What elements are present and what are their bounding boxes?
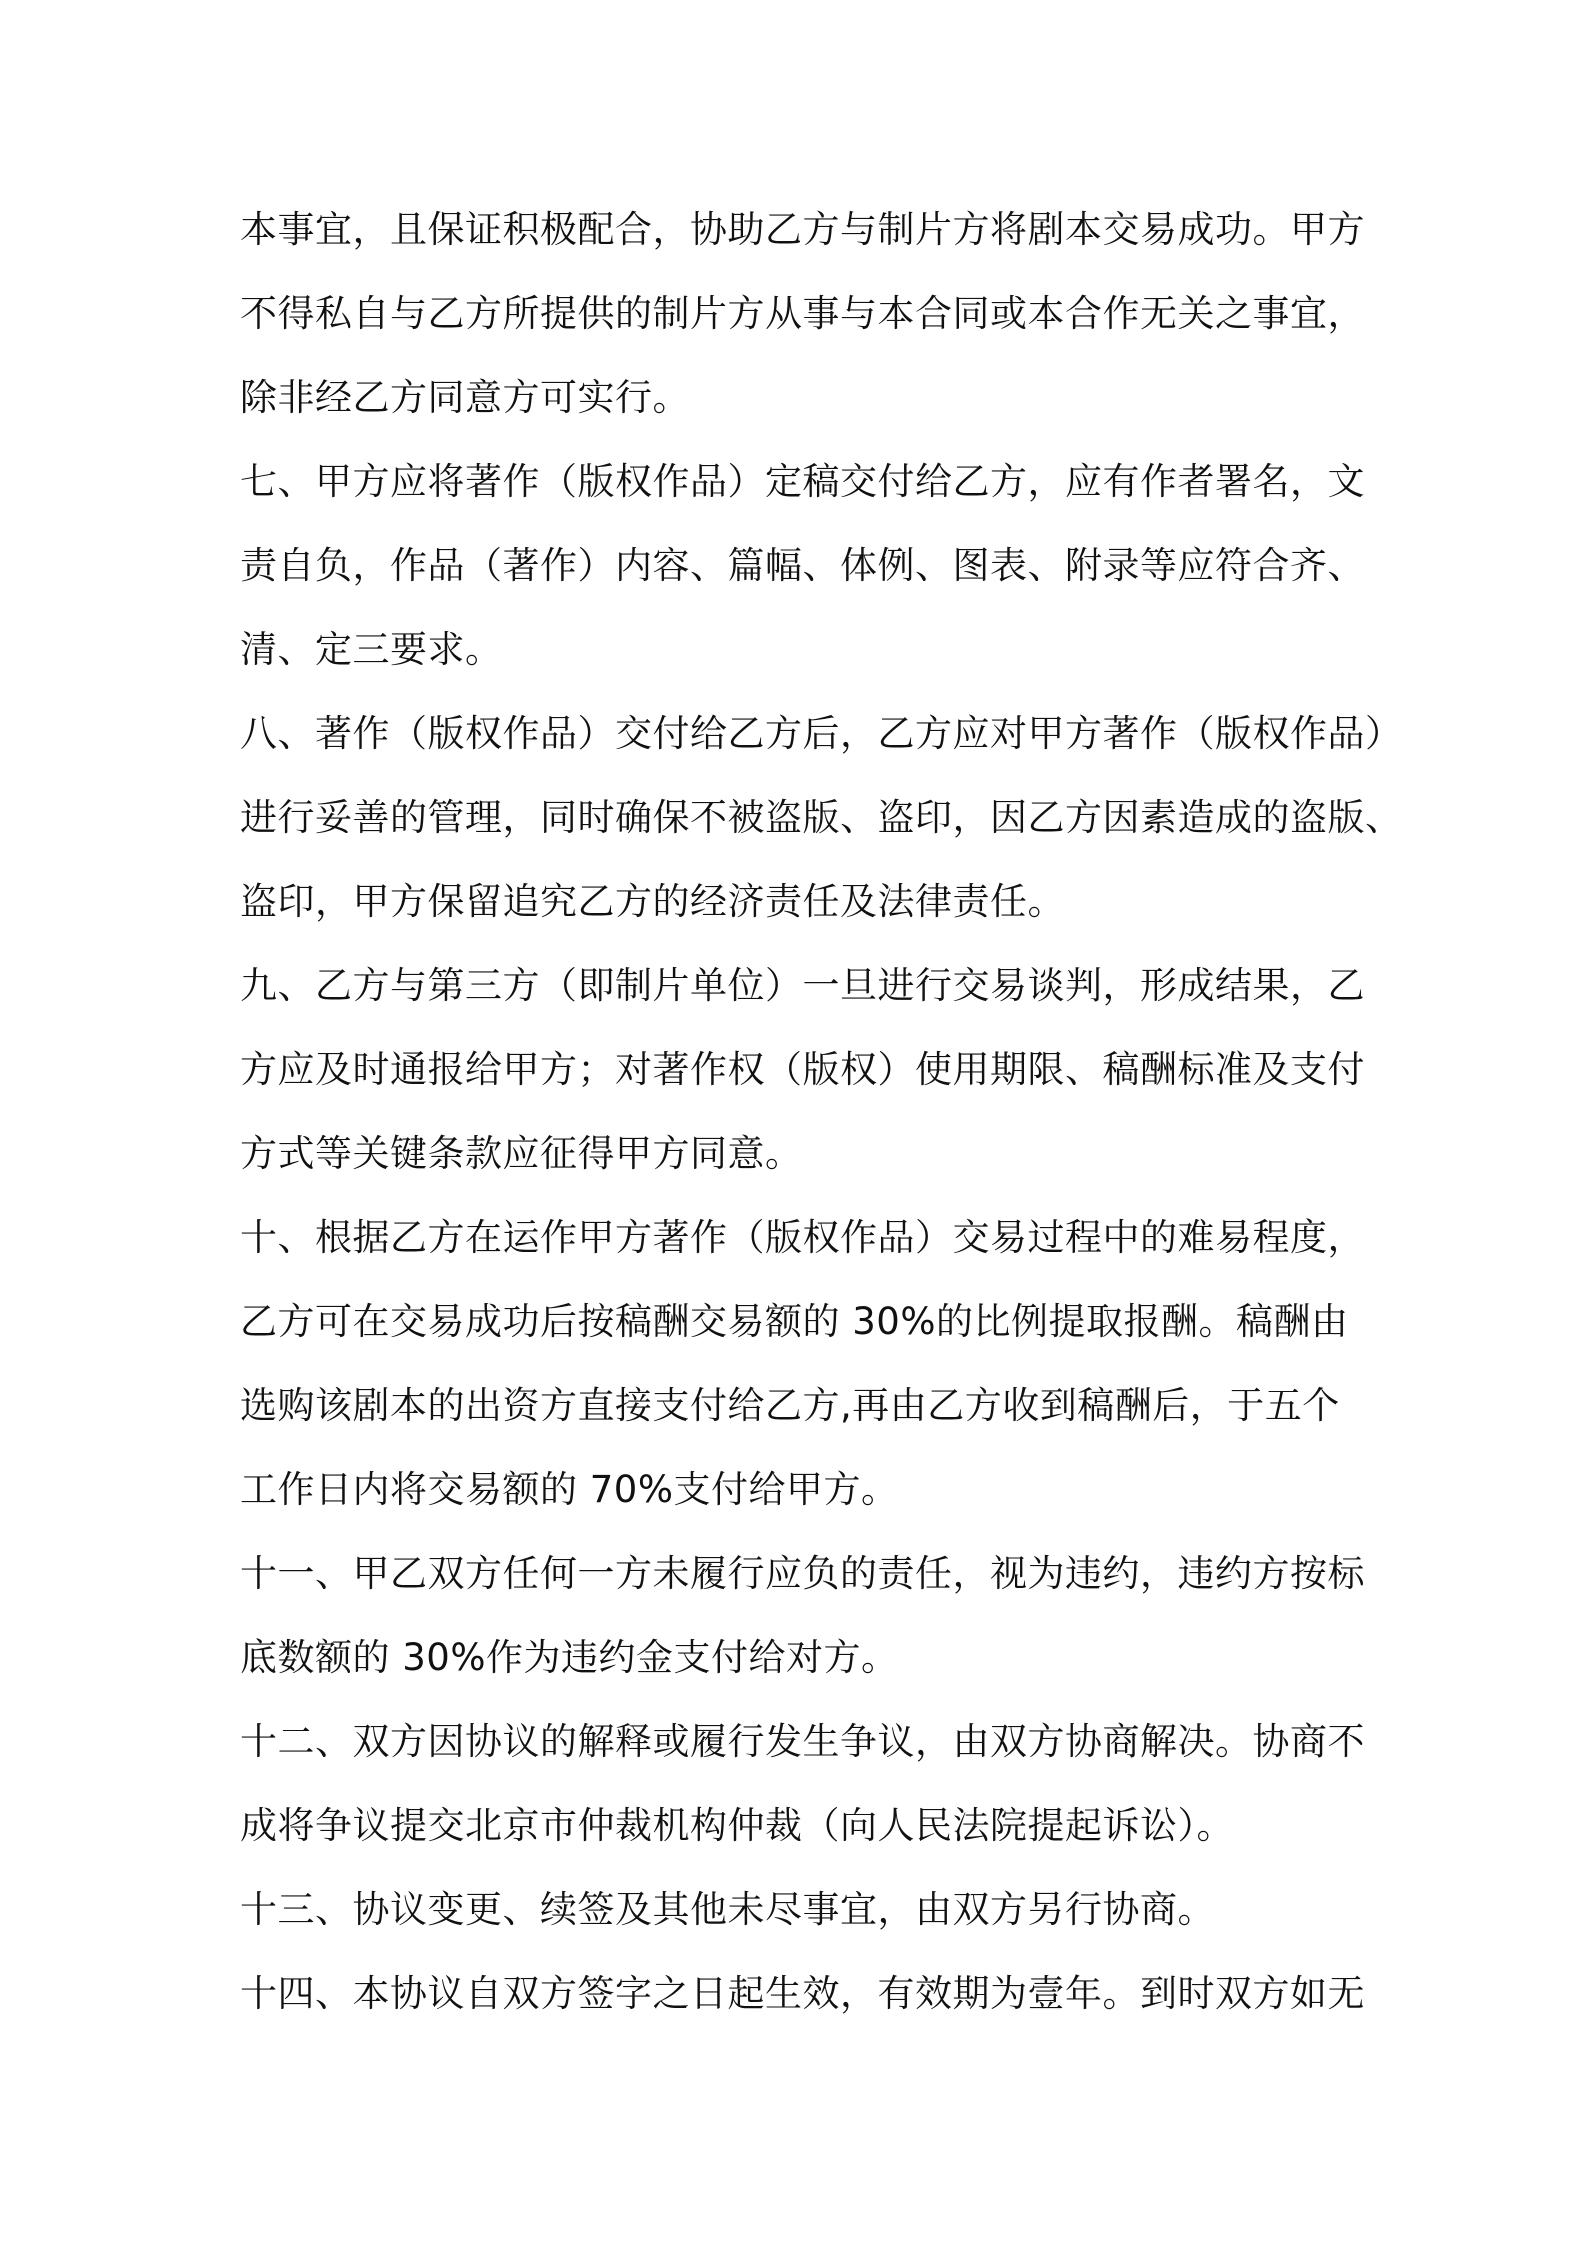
clause-10-line: 十、根据乙方在运作甲方著作（版权作品）交易过程中的难易程度， [240, 1216, 1365, 1259]
text-line: 底数额的 30%作为违约金支付给对方。 [240, 1636, 899, 1679]
clause-9-line: 九、乙方与第三方（即制片单位）一旦进行交易谈判，形成结果，乙 [240, 964, 1365, 1007]
clause-12-line: 十二、双方因协议的解释或履行发生争议，由双方协商解决。协商不 [240, 1720, 1365, 1763]
text-line: 工作日内将交易额的 70%支付给甲方。 [240, 1468, 899, 1511]
text-line: 方式等关键条款应征得甲方同意。 [240, 1132, 803, 1175]
text-line: 成将争议提交北京市仲裁机构仲裁（向人民法院提起诉讼）。 [240, 1804, 1234, 1847]
clause-11-line: 十一、甲乙双方任何一方未履行应负的责任，视为违约，违约方按标 [240, 1552, 1365, 1595]
text-line: 责自负，作品（著作）内容、篇幅、体例、图表、附录等应符合齐、 [240, 544, 1365, 587]
clause-8-line: 八、著作（版权作品）交付给乙方后，乙方应对甲方著作（版权作品） [240, 712, 1403, 755]
text-line: 进行妥善的管理，同时确保不被盗版、盗印，因乙方因素造成的盗版、 [240, 796, 1403, 839]
text-line: 除非经乙方同意方可实行。 [240, 376, 690, 419]
text-line: 不得私自与乙方所提供的制片方从事与本合同或本合作无关之事宜， [240, 292, 1365, 335]
clause-13-line: 十三、协议变更、续签及其他未尽事宜，由双方另行协商。 [240, 1888, 1215, 1931]
text-line: 清、定三要求。 [240, 628, 503, 671]
contract-page-body [240, 188, 1403, 2036]
text-line: 选购该剧本的出资方直接支付给乙方,再由乙方收到稿酬后，于五个 [240, 1384, 1340, 1427]
clause-7-line: 七、甲方应将著作（版权作品）定稿交付给乙方，应有作者署名，文 [240, 460, 1365, 503]
clause-14-line: 十四、本协议自双方签字之日起生效，有效期为壹年。到时双方如无 [240, 1972, 1365, 2015]
text-line: 盗印，甲方保留追究乙方的经济责任及法律责任。 [240, 880, 1065, 923]
text-line: 方应及时通报给甲方；对著作权（版权）使用期限、稿酬标准及支付 [240, 1048, 1365, 1091]
text-line: 本事宜，且保证积极配合，协助乙方与制片方将剧本交易成功。甲方 [240, 208, 1365, 251]
text-line: 乙方可在交易成功后按稿酬交易额的 30%的比例提取报酬。稿酬由 [240, 1300, 1349, 1343]
